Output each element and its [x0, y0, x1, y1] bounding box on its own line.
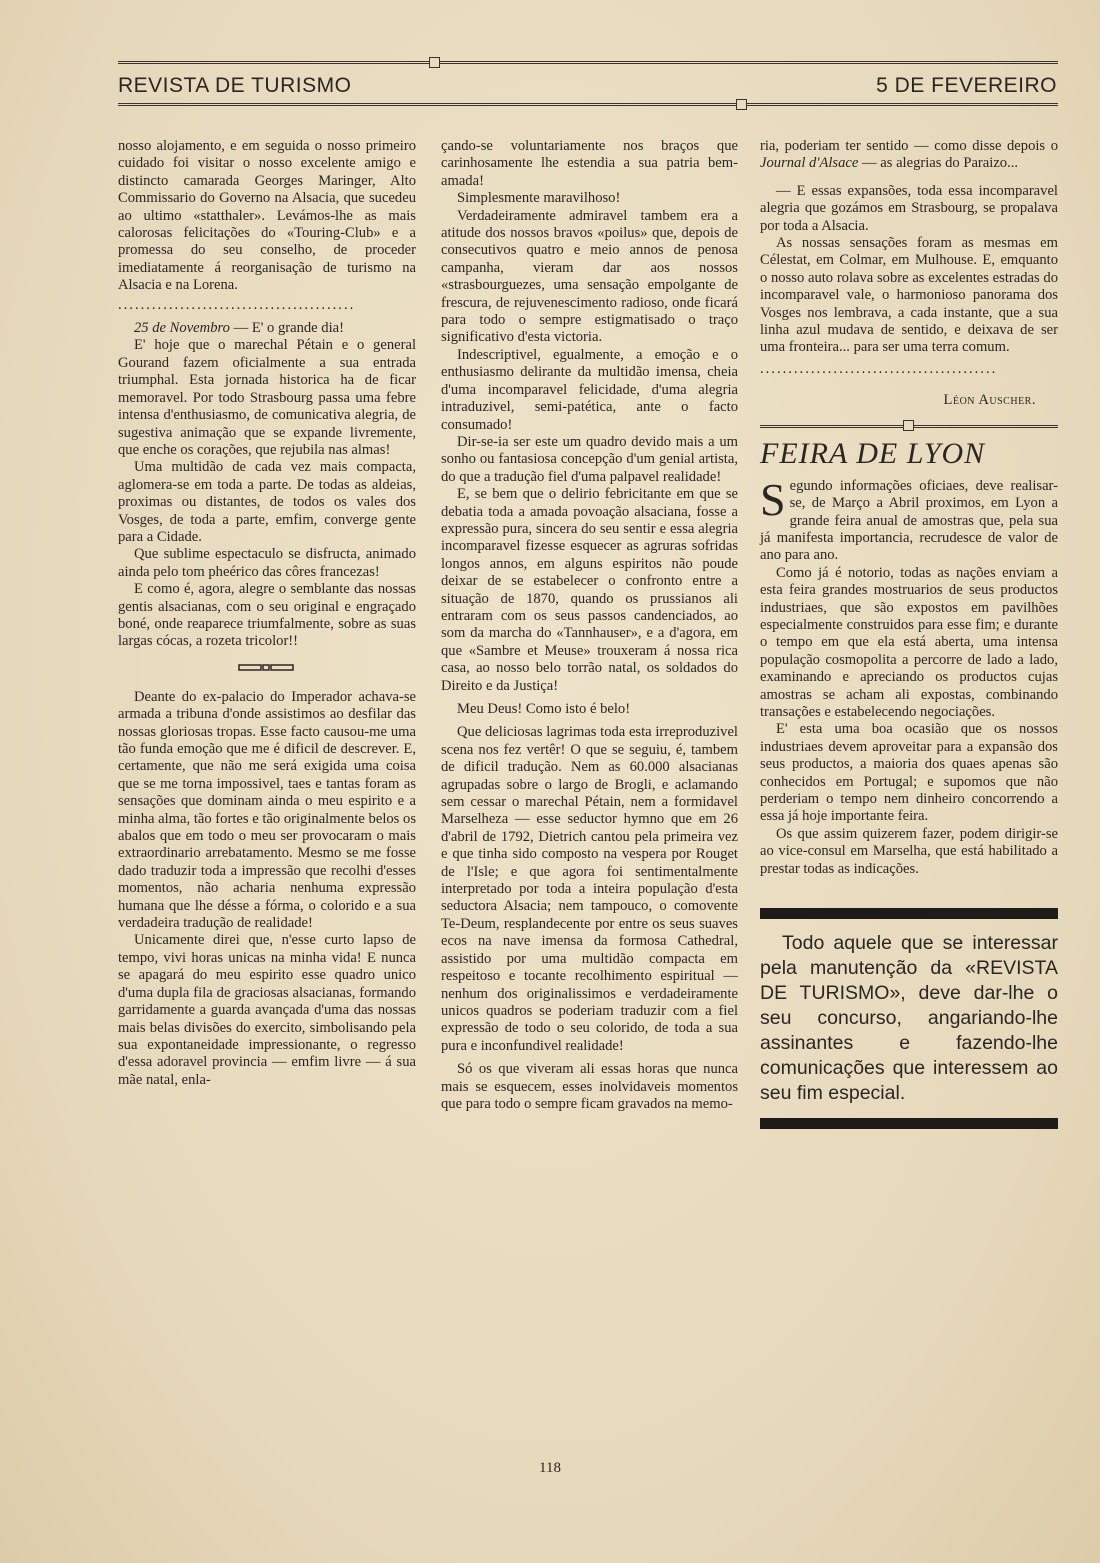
- section-ornament: [237, 661, 297, 675]
- promo-top-bar: [760, 908, 1058, 919]
- paragraph: Uma multidão de cada vez mais compacta, aglomera-se em toda a parte. De todas as aldeias, proximas ou distantes, de todos os vales dos Vosges, de toda a parte, emfim, converge gente para a Cidade.: [118, 459, 416, 545]
- paragraph: Que deliciosas lagrimas toda esta irreproduzivel scena nos fez vertêr! O que se seguiu, é, tambem de dificil tradução. Nem as 60.000 alsacianas agrupadas sobre o largo de Brogli, e aclamando sem cessar o marechal Pétain, nem a formidavel Marselheza — esse seductor hymno que em 26 d'abril de 1792, Dietrich cantou pela primeira vez e que tinha sido composto na vespera por Rouget de l'Isle; e que agora foi sentimentalmente interpretado por toda a inteira população d'esta seductora Alsacia; nem tampouco, o comovente Te-Deum, resplandecente por entre os seus suaves ecos na nave imensa da formosa Cathedral, assistido por uma multidão compacta em respeitoso e tocante recolhimento espiritual — nenhum dos originalissimos e verdadeiramente unicos quadros se poderiam traduzir com a fiel expressão de todo o seu colorido, de toda a sua pura e inconfundivel realidade!: [441, 724, 738, 1054]
- paragraph: — E essas expansões, toda essa incomparavel alegria que gozámos em Strasbourg, se propalava por toda a Alsacia.: [760, 182, 1058, 234]
- spacer: [760, 878, 1058, 908]
- paragraph: çando-se voluntariamente nos braços que carinhosamente lhe estendia a sua patria bem-amada!: [441, 138, 738, 189]
- promo-box: [760, 919, 1058, 1118]
- header-bottom-rule: [118, 103, 1058, 106]
- spacer: [760, 173, 1058, 183]
- paragraph: Verdadeiramente admiravel tambem era a atitude dos nossos bravos «poilus» que, depois de consecutivos quatro e meio annos de penosa campanha, vieram dar aos nossos «strasbourguezes, uma sensação empolgante de frescura, de rejuvenescimento radioso, onde ficará para todo o sempre estigmatisado o traço significativo d'esta victoria.: [441, 207, 738, 346]
- paragraph: Como já é notorio, todas as nações enviam a esta feira grandes mostruarios de seus productos industriaes, que são expostos em pavilhões especialmente construidos para esse fim; e durante o tempo em que ela está aberta, uma intensa população cosmopolita a percorre de lado a lado, examinando e apreciando os productos cujas amostras se acham ali expostas, combinando transações e estabelecendo negociações.: [760, 564, 1058, 720]
- paragraph: Simplesmente maravilhoso!: [457, 190, 621, 207]
- paragraph: [760, 138, 1058, 173]
- paragraph: Unicamente direi que, n'esse curto lapso de tempo, vivi horas unicas na minha vida! E nunca se apagará do meu espirito esse quadro unico d'uma dupla fila de graciosas alsacianas, formando garridamente a guarda avançada d'uma das nossas mais belas divisões do exercito, simbolisando pela sua expontaneidade impressionante, o regresso d'essa adoravel provincia — emfim livre — á sua mãe natal, enla-: [118, 932, 416, 1088]
- magazine-title: REVISTA DE TURISMO: [118, 74, 352, 97]
- section-rule-ornament: [903, 420, 914, 431]
- promo-text: Todo aquele que se interessar pela manutenção da «REVISTA DE TURISMO», deve dar-lhe o seu concurso, angariando-lhe assinantes e fazendo-lhe comunicações que interessem ao seu fim especial.: [760, 932, 1058, 1105]
- header-top-ornament: [429, 57, 440, 68]
- journal-title: Journal d'Alsace: [760, 155, 859, 172]
- paragraph: Indescriptivel, egualmente, a emoção e o enthusiasmo delirante da multidão imensa, cheia d'uma incomparavel felicidade, d'uma alegria intraduzivel, semi-patética, ante o facto consumado!: [441, 346, 738, 433]
- section-title: FEIRA DE LYON: [760, 436, 986, 470]
- paragraph-text: ria, poderiam ter sentido — como disse depois o: [760, 138, 1058, 154]
- column-2: [441, 138, 738, 1113]
- separator-dots: ..........................................: [760, 360, 998, 377]
- paragraph-lead: [760, 473, 1058, 565]
- header-top-rule: [118, 61, 1058, 64]
- header-bottom-ornament: [736, 99, 747, 110]
- date-heading-rest: — E' o grande dia!: [229, 320, 344, 337]
- issue-date: 5 DE FEVEREIRO: [876, 74, 1057, 97]
- paragraph: E como é, agora, alegre o semblante das nossas gentis alsacianas, com o seu original e engraçado boné, onde reaparece triumfalmente, sobre as suas largas cócas, a rozeta tricolor!!: [118, 581, 416, 650]
- column-3: [760, 138, 1058, 1129]
- column-1: [118, 138, 416, 1089]
- drop-cap: S: [760, 473, 786, 525]
- paragraph: E' esta uma boa ocasião que os nossos industriaes devem aproveitar para a expansão dos seus productos, a maioria dos quaes apenas são conhecidos em Portugal; e supomos que não perderiam o tempo nem dinheiro concorrendo a essa já hoje importante feira.: [760, 721, 1058, 825]
- paragraph: Dir-se-ia ser este um quadro devido mais a um sonho ou fantasiosa concepção d'um genial artista, do que a tradução fiel d'uma palpavel realidade!: [441, 433, 738, 485]
- paragraph: E, se bem que o delirio febricitante em que se debatia toda a amada povoação alsaciana, fosse a expressão pura, sincera do seu sentir e essa alegria incomparavel fizesse esquecer as agruras sofridas longos annos, em alguns espiritos não poude deixar de se estabelecer o confronto entre a situação de 1870, quando os prussianos ali entraram com os seus passos candenciados, ao som da marcha do «Tannhauser», e a d'agora, em que «Sambre et Meuse» trouxeram á nossa rica casa, ao nosso belo torrão natal, os soldados do Direito e da Justiça!: [441, 486, 738, 694]
- author-signature: Léon Auscher.: [943, 392, 1036, 409]
- paragraph-text: — as alegrias do Paraizo...: [858, 155, 1019, 172]
- paragraph: nosso alojamento, e em seguida o nosso primeiro cuidado foi visitar o nosso excelente amigo e distincto camarada Georges Maringer, Alto Commissario do Governo na Alsacia, que sucedeu ao ultimo «statthaler». Levámos-lhe as mais calorosas felicitações do «Touring-Club» e a promessa do seu conselho, de proceder imediatamente á reorganisação de turismo na Alsacia e na Lorena.: [118, 138, 416, 294]
- paragraph-date: [118, 320, 416, 337]
- section-rule: [760, 420, 1058, 434]
- paragraph: Meu Deus! Como isto é belo!: [457, 701, 631, 717]
- paragraph-text: egundo informações oficiaes, deve realisar-se, de Março a Abril proximos, em Lyon a grande feira anual de amostras que, pela sua já manifesta importancia, recrudesce de valor de ano para ano.: [760, 477, 1058, 564]
- paragraph: Que sublime espectaculo se disfructa, animado ainda pelo tom pheérico das côres francezas!: [118, 546, 416, 580]
- paragraph: Só os que viveram ali essas horas que nunca mais se esquecem, esses inolvidaveis momentos que para todo o sempre ficam gravados na memo-: [441, 1061, 738, 1112]
- paragraph: As nossas sensações foram as mesmas em Célestat, em Colmar, em Mulhouse. E, emquanto o nosso auto rolava sobre as excelentes estradas do incomparavel vale, o harmonioso panorama dos Vosges nos lembrava, a cada instante, que a sua linha azul mudava de sentido, e deixava de ser uma fronteira... para ser uma terra comum.: [760, 235, 1058, 356]
- page-number: 118: [539, 1460, 561, 1476]
- paragraph: E' hoje que o marechal Pétain e o general Gourand fazem oficialmente a sua entrada triumphal. Esta jornada historica ha de ficar memoravel. Por todo Strasbourg passa uma febre intensa d'enthusiasmo, de comunicativa alegria, de sugestiva animação que se expande livremente, que enche os corações, que rejubila nas almas!: [118, 337, 416, 458]
- paragraph: Deante do ex-palacio do Imperador achava-se armada a tribuna d'onde assistimos ao desfilar das nossas gloriosas tropas. Esse facto causou-me uma tão funda emoção que me é dificil de descrever. E, certamente, que não me será exigida uma coisa que se me torna impossivel, taes e tantas foram as sensações que dominam ainda o meu espirito e a minha alma, tão fortes e tão originalmente belos os abalos que em todo o meu ser provocaram o mais extraordinario arrebatamento. Mesmo se me fosse dado traduzir toda a impressão que recolhi d'esses momentos, não acharia nenhuma expressão humana que lhe désse a fórma, o colorido e a sua verdadeira tradução de realidade!: [118, 688, 416, 932]
- date-heading: 25 de Novembro: [134, 320, 230, 337]
- promo-bottom-bar: [760, 1118, 1058, 1129]
- separator-dots: ..........................................: [118, 296, 356, 313]
- paragraph: Os que assim quizerem fazer, podem dirigir-se ao vice-consul em Marselha, que está habilitado a prestar todas as indicações.: [760, 825, 1058, 877]
